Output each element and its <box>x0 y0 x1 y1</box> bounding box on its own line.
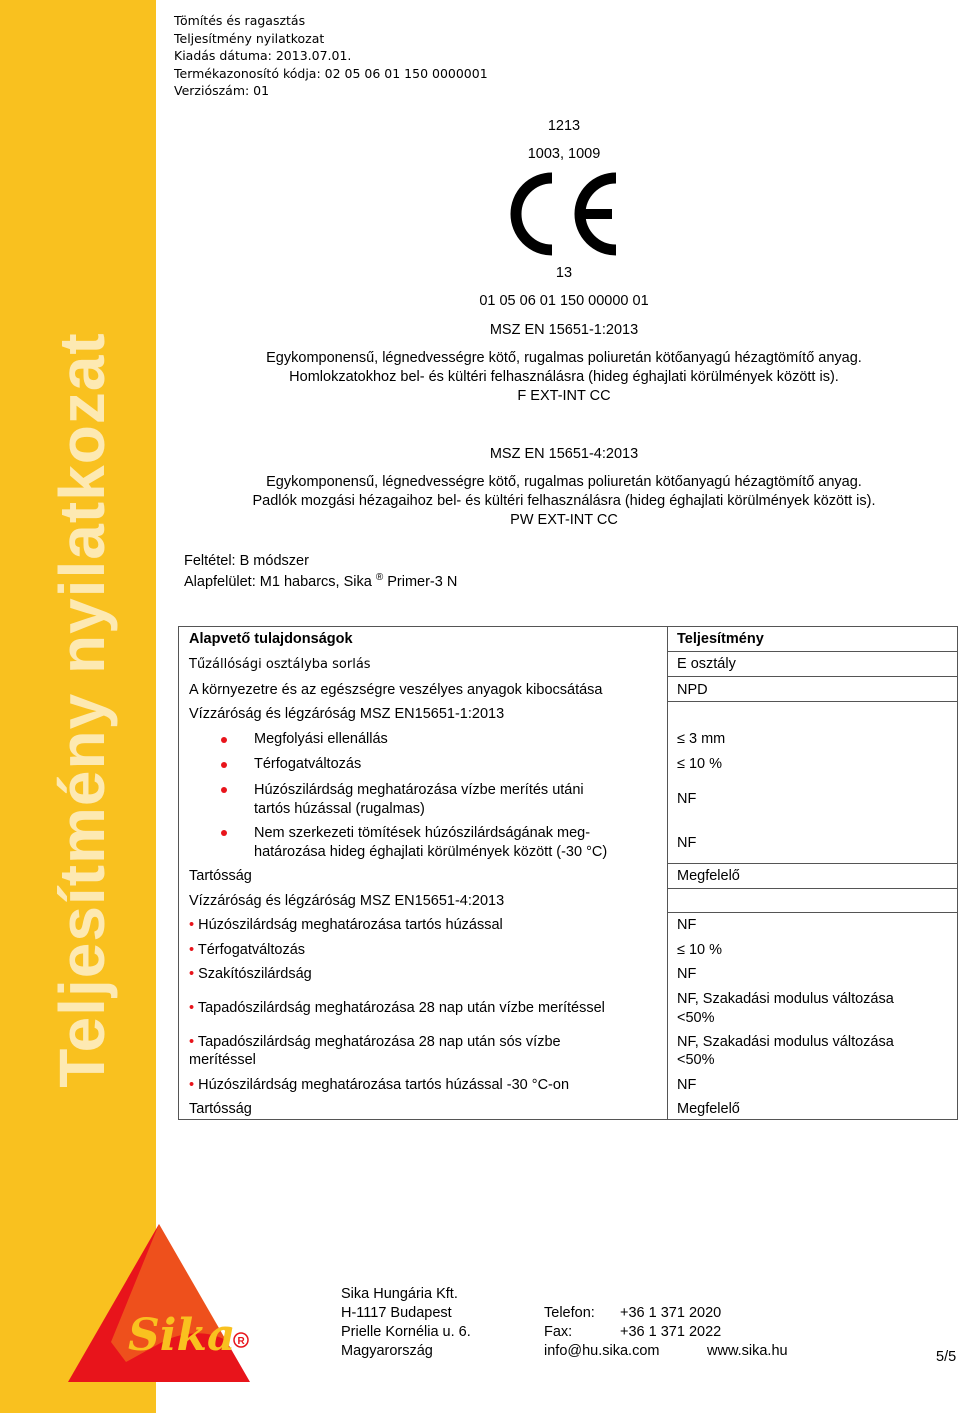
tensile-water-label-2: tartós húzással (rugalmas) <box>254 801 425 817</box>
bullet-icon: • <box>189 917 195 933</box>
volume-change-label: Térfogatváltozás <box>254 756 362 772</box>
page-number: 5/5 <box>936 1349 957 1365</box>
header-line: Termékazonosító kódja: 02 05 06 01 150 0000001 <box>174 65 488 81</box>
ce-mark-icon <box>500 172 624 256</box>
standard-2-use: Padlók mozgási hézagaihoz bel- és kültéri felhasználásra (hideg éghajlati körülmények között is). <box>252 493 876 509</box>
fax-label: Fax: <box>544 1324 573 1340</box>
phone-label: Telefon: <box>544 1305 595 1321</box>
header-line: Tömítés és ragasztás <box>174 13 306 28</box>
tensile-cold-label: • Húzószilárdság meghatározása tartós húzással -30 °C-on <box>189 1077 570 1093</box>
bullet-icon <box>221 830 227 836</box>
row-line <box>667 651 958 652</box>
svg-text:R: R <box>237 1336 245 1347</box>
header-line: Verziószám: 01 <box>174 83 270 98</box>
tear-strength-value: NF <box>677 966 697 982</box>
bullet-icon <box>221 762 227 768</box>
adhesion-salt-label-2: merítéssel <box>189 1052 256 1068</box>
tensile-water-value: NF <box>677 791 697 807</box>
tensile-sustained-label: • Húzószilárdság meghatározása tartós húzással <box>189 917 503 933</box>
row-line <box>667 676 958 677</box>
section-2-title: Vízzáróság és légzáróság MSZ EN15651-4:2013 <box>189 893 505 909</box>
substrate-prefix: Alapfelület: M1 habarcs, Sika <box>184 573 372 590</box>
standard-2-class: PW EXT-INT CC <box>510 512 618 528</box>
standard-1-desc: Egykomponensű, légnedvességre kötő, rugalmas poliuretán kötőanyagú hézagtömítő anyag. <box>266 350 862 366</box>
tensile-water-label-1: Húzószilárdság meghatározása vízbe merítés utáni <box>254 782 584 798</box>
standard-1-class: F EXT-INT CC <box>517 388 611 404</box>
product-code: 01 05 06 01 150 00000 01 <box>479 293 649 309</box>
fire-class-value: E osztály <box>677 656 736 672</box>
adhesion-salt-value-1: NF, Szakadási modulus változása <box>677 1034 894 1050</box>
bullet-icon <box>221 737 227 743</box>
tensile-cold-value: NF <box>677 1077 697 1093</box>
section-1-title: Vízzáróság és légzáróság MSZ EN15651-1:2013 <box>189 706 505 722</box>
adhesion-water-value-2: <50% <box>677 1010 715 1026</box>
cold-tensile-value: NF <box>677 835 697 851</box>
row-line <box>667 863 958 864</box>
cold-tensile-label-1: Nem szerkezeti tömítések húzószilárdságának meg- <box>254 825 591 841</box>
durability-2-label: Tartósság <box>189 1101 252 1117</box>
row-line <box>667 701 958 702</box>
sika-logo-icon <box>66 1222 252 1384</box>
flow-resistance-label: Megfolyási ellenállás <box>254 731 388 747</box>
row-line <box>667 888 958 889</box>
fax-number: +36 1 371 2022 <box>620 1324 722 1340</box>
document-header <box>174 12 488 100</box>
bullet-icon: • <box>189 1034 195 1050</box>
bullet-icon <box>221 787 227 793</box>
notified-body: 1213 <box>547 118 581 134</box>
address-line-1: H-1117 Budapest <box>341 1305 452 1321</box>
standard-2-desc: Egykomponensű, légnedvességre kötő, rugalmas poliuretán kötőanyagú hézagtömítő anyag. <box>266 474 862 490</box>
address-line-2: Prielle Kornélia u. 6. <box>341 1324 471 1340</box>
tensile-sustained-value: NF <box>677 917 697 933</box>
table-head-left: Alapvető tulajdonságok <box>189 631 353 647</box>
adhesion-water-value-1: NF, Szakadási modulus változása <box>677 991 894 1007</box>
side-title: Teljesítmény nyilatkozat <box>46 332 118 1088</box>
tear-strength-label: • Szakítószilárdság <box>189 966 312 982</box>
volume-change-value: ≤ 10 % <box>677 756 723 772</box>
report-numbers: 1003, 1009 <box>527 146 601 162</box>
country: Magyarország <box>341 1343 433 1359</box>
standard-2-name: MSZ EN 15651-4:2013 <box>489 446 639 462</box>
adhesion-salt-label-1: • Tapadószilárdság meghatározása 28 nap után sós vízbe <box>189 1034 561 1050</box>
footer-address <box>341 1285 471 1361</box>
ce-year: 13 <box>555 265 573 281</box>
durability-1-value: Megfelelő <box>677 868 740 884</box>
durability-1-label: Tartósság <box>189 868 252 884</box>
cold-tensile-label-2: határozása hideg éghajlati körülmények között (-30 °C) <box>254 844 608 860</box>
test-method: Feltétel: B módszer <box>184 553 309 569</box>
footer-contact-values <box>620 1304 721 1342</box>
bullet-icon: • <box>189 1077 195 1093</box>
header-line: Kiadás dátuma: 2013.07.01. <box>174 48 352 63</box>
standard-1-use: Homlokzatokhoz bel- és kültéri felhasználásra (hideg éghajlati körülmények között is). <box>289 369 839 385</box>
bullet-icon: • <box>189 942 195 958</box>
registered-mark: ® <box>375 572 384 583</box>
email-link[interactable]: info@hu.sika.com <box>544 1343 660 1359</box>
phone-number: +36 1 371 2020 <box>620 1305 722 1321</box>
volume-change-2-label: • Térfogatváltozás <box>189 942 306 958</box>
header-line: Teljesítmény nyilatkozat <box>174 30 325 46</box>
row-line <box>667 912 958 913</box>
substrate <box>184 572 457 590</box>
emission-value: NPD <box>677 682 708 698</box>
bullet-icon: • <box>189 1000 195 1016</box>
website-link[interactable]: www.sika.hu <box>707 1343 788 1359</box>
substrate-suffix: Primer-3 N <box>383 573 458 590</box>
bullet-icon: • <box>189 966 195 982</box>
svg-text:Sika: Sika <box>128 1310 236 1361</box>
adhesion-water-label: • Tapadószilárdság meghatározása 28 nap után vízbe merítéssel <box>189 1000 605 1016</box>
standard-1-name: MSZ EN 15651-1:2013 <box>489 322 639 338</box>
table-head-right: Teljesítmény <box>677 631 764 647</box>
fire-class-label: Tűzállósági osztályba sorlás <box>189 657 371 672</box>
volume-change-2-value: ≤ 10 % <box>677 942 723 958</box>
flow-resistance-value: ≤ 3 mm <box>677 731 726 747</box>
company-name: Sika Hungária Kft. <box>341 1286 458 1302</box>
durability-2-value: Megfelelő <box>677 1101 740 1117</box>
adhesion-salt-value-2: <50% <box>677 1052 715 1068</box>
emission-label: A környezetre és az egészségre veszélyes anyagok kibocsátása <box>189 682 603 698</box>
